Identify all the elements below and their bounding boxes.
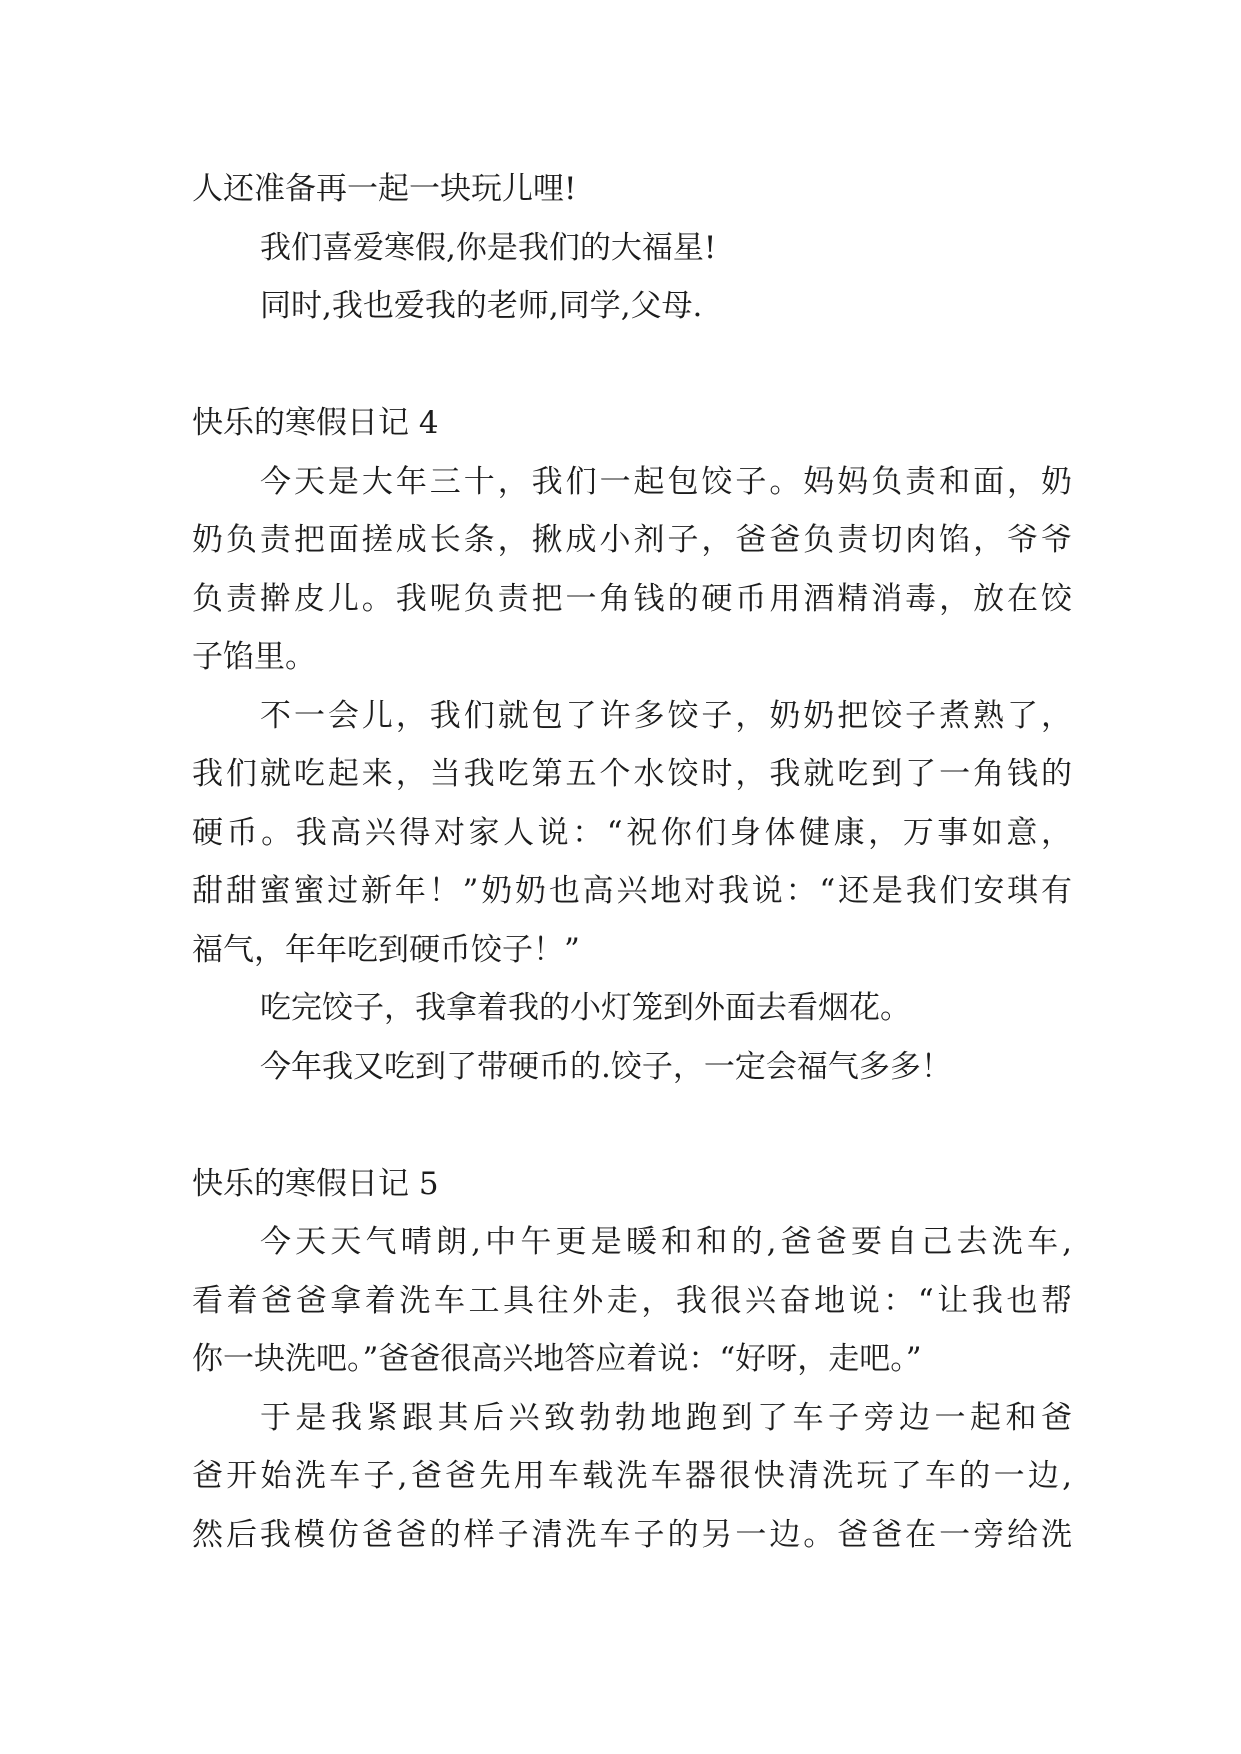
text-line: 人还准备再一起一块玩儿哩! [192, 171, 577, 207]
section-heading: 快乐的寒假日记 4 [192, 405, 439, 441]
document-body [192, 160, 1072, 1564]
text-line: 甜甜蜜蜜过新年！”奶奶也高兴地对我说：“还是我们安琪有 [192, 873, 1072, 909]
section-gap [192, 1096, 1072, 1155]
text-line: 于是我紧跟其后兴致勃勃地跑到了车子旁边一起和爸 [260, 1399, 1072, 1436]
text-line: 吃完饺子，我拿着我的小灯笼到外面去看烟花。 [260, 990, 911, 1026]
text-line: 我们就吃起来，当我吃第五个水饺时，我就吃到了一角钱的 [192, 756, 1072, 792]
paragraph [192, 277, 1072, 336]
text-line: 不一会儿，我们就包了许多饺子，奶奶把饺子煮熟了， [260, 697, 1072, 734]
text-line: 今天是大年三十，我们一起包饺子。妈妈负责和面，奶 [260, 463, 1072, 500]
text-line: 然后我模仿爸爸的样子清洗车子的另一边。爸爸在一旁给洗 [192, 1516, 1072, 1553]
paragraph [192, 979, 1072, 1038]
paragraph [192, 219, 1072, 278]
text-line: 奶负责把面搓成长条，揪成小剂子，爸爸负责切肉馅，爷爷 [192, 522, 1072, 558]
text-line: 今天天气晴朗,中午更是暖和和的,爸爸要自己去洗车, [260, 1224, 1072, 1260]
text-line: 子馅里。 [192, 639, 316, 675]
section-gap [192, 336, 1072, 395]
text-line: 爸开始洗车子,爸爸先用车载洗车器很快清洗玩了车的一边, [192, 1458, 1072, 1494]
text-line: 我们喜爱寒假,你是我们的大福星! [260, 229, 717, 266]
text-line: 福气，年年吃到硬币饺子！” [192, 931, 580, 968]
text-line: 今年我又吃到了带硬币的.饺子，一定会福气多多！ [260, 1048, 952, 1085]
text-line: 负责擀皮儿。我呢负责把一角钱的硬币用酒精消毒，放在饺 [192, 580, 1072, 617]
paragraph [192, 1389, 1072, 1565]
text-line: 硬币。我高兴得对家人说：“祝你们身体健康，万事如意， [192, 814, 1072, 851]
section-heading: 快乐的寒假日记 5 [192, 1165, 439, 1202]
paragraph [192, 160, 1072, 219]
text-line: 看着爸爸拿着洗车工具往外走，我很兴奋地说：“让我也帮 [192, 1282, 1072, 1319]
paragraph [192, 1038, 1072, 1097]
text-line: 同时,我也爱我的老师,同学,父母. [260, 288, 703, 324]
paragraph [192, 687, 1072, 980]
paragraph [192, 1213, 1072, 1389]
text-line: 你一块洗吧。”爸爸很高兴地答应着说：“好呀，走吧。” [192, 1341, 922, 1377]
paragraph [192, 453, 1072, 687]
